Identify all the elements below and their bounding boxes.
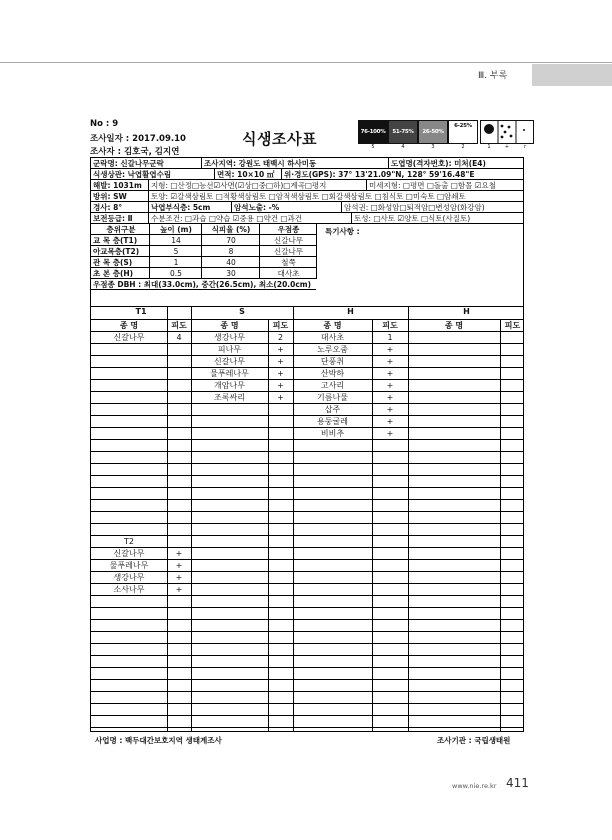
species-row [91, 608, 523, 620]
info-row [91, 158, 523, 169]
h-cover: + [386, 381, 394, 390]
species-row [91, 668, 523, 680]
h-species: 고사리 [320, 381, 345, 390]
s-cover: + [277, 345, 284, 354]
legend-box-3: 26-50% [418, 120, 448, 144]
layer-header: T1 S H H [91, 306, 523, 320]
species-row [91, 452, 523, 464]
surveyor: 조사자 : 김호국, 김지연 [90, 147, 180, 157]
t2-cover: + [175, 585, 183, 594]
legend-box-low [480, 120, 534, 144]
chapter-tab [532, 64, 612, 86]
cover-symbols-icon [481, 121, 533, 143]
moisture: 수분조건: □과습 □약습 ☑중용 □약건 □과건 [151, 214, 302, 223]
species-row [91, 440, 523, 452]
info-row [91, 213, 523, 224]
t2-species: 소사나무 [113, 585, 145, 594]
info-row [91, 180, 523, 191]
species-row [91, 548, 523, 560]
cover-column-header: 피도 [272, 321, 289, 330]
legend-num: 2 [461, 144, 465, 150]
strata-table [91, 224, 316, 308]
info-row [91, 202, 523, 213]
t2-cover: + [175, 573, 183, 582]
conservation-grade: 보전등급: Ⅱ [93, 214, 133, 223]
species-row [91, 368, 523, 380]
species-row [91, 344, 523, 356]
species-row [91, 704, 523, 716]
legend-box-2: 6-25% [448, 120, 478, 144]
h-cover: + [386, 345, 394, 354]
legend-num: + [504, 144, 510, 150]
species-column-header: 종 명 [323, 321, 342, 330]
h-cover: + [386, 429, 394, 438]
strata-row: 관 목 층(S) 1 40 철쭉 [91, 257, 316, 268]
species-header-row [91, 320, 523, 332]
t2-species: 생강나무 [113, 573, 145, 582]
header-rule [0, 62, 612, 63]
t2-species: 신갈나무 [113, 549, 145, 558]
species-row [91, 560, 523, 572]
s-species: 신갈나무 [214, 357, 245, 366]
species-row [91, 596, 523, 608]
species-row [91, 536, 523, 548]
dbh-row [91, 279, 316, 290]
species-row [91, 716, 523, 728]
site-url: www.nie.re.kr [452, 782, 497, 790]
h-species: 단풍취 [320, 357, 345, 366]
s-species: 피나무 [217, 345, 242, 354]
dominant-dbh: 우점종 DBH : 최대(33.0cm), 중간(26.5cm), 최소(20.0cm) [93, 280, 312, 289]
elevation: 해발: 1031m [93, 181, 142, 190]
t1-species: 신갈나무 [113, 333, 145, 342]
species-column-header: 종 명 [220, 321, 239, 330]
species-row [91, 644, 523, 656]
species-row [91, 680, 523, 692]
community-name: 군락명: 신갈나무군락 [93, 159, 164, 168]
map-sheet: 도엽명(격자번호): 미처(E4) [391, 159, 486, 168]
slope: 경사: 8° [93, 203, 123, 212]
project-name: 사업명 : 백두대간보호지역 생태계조사 [95, 736, 222, 745]
legend-box-4: 51-75% [388, 120, 418, 144]
species-row [91, 464, 523, 476]
survey-area: 조사지역: 강원도 태백시 하사미동 [204, 159, 317, 168]
strata-row: 교 목 층(T1) 14 70 신갈나무 [91, 235, 316, 246]
legend-num: r [523, 144, 527, 150]
legend-box-5: 76-100% [358, 120, 388, 144]
physiognomy: 식생상관: 낙엽활엽수림 [93, 170, 172, 179]
s-species: 물푸레나무 [210, 369, 249, 378]
species-row [91, 692, 523, 704]
s-cover: + [277, 381, 284, 390]
gps-coordinates: 위·경도(GPS): 37° 13'21.09"N, 128° 59'16.48"E [284, 170, 475, 179]
species-row [91, 416, 523, 428]
h-cover: + [386, 369, 394, 378]
h-species: 삽주 [324, 405, 341, 414]
species-row [91, 428, 523, 440]
plot-area: 면적: 10×10 ㎡ [217, 170, 275, 179]
rock-exposure: 암석노출: -% [234, 203, 280, 212]
h-cover: 1 [387, 333, 393, 342]
species-row [91, 512, 523, 524]
soil-texture: 토성: □사토 ☑양토 □식토(사질토) [354, 214, 471, 223]
species-row [91, 524, 523, 536]
t2-label: T2 [124, 537, 134, 546]
legend-num: 5 [371, 144, 375, 150]
strata-header: 층위구분 높이 (m) 식피율 (%) 우점종 [91, 224, 316, 235]
cover-column-header: 피도 [504, 321, 521, 330]
species-row [91, 392, 523, 404]
species-row [91, 404, 523, 416]
s-species: 생강나무 [214, 333, 245, 342]
info-row [91, 169, 523, 180]
form-title: 식생조사표 [242, 130, 317, 148]
species-row [91, 500, 523, 512]
h-species: 노루오줌 [317, 345, 348, 354]
survey-agency: 조사기관 : 국립생태원 [437, 736, 511, 745]
legend-num: 4 [401, 144, 405, 150]
soil-type: 토양: ☑갈색삼림토 □적황색삼림토 □암적색삼림토 □회갈색삼림토 □침식토 □미숙토 □암쇄토 [151, 192, 466, 201]
species-column-header: 종 명 [119, 321, 139, 330]
strata-row: 초 본 층(H) 0.5 30 대사초 [91, 268, 316, 279]
h-species: 용둥굴레 [317, 417, 348, 426]
species-row [91, 584, 523, 596]
species-row [91, 356, 523, 368]
info-row [91, 191, 523, 202]
s-cover: + [277, 369, 284, 378]
litter-layer: 낙엽부식층: 5cm [151, 203, 211, 212]
species-column-header: 종 명 [444, 321, 464, 330]
species-row [91, 332, 523, 344]
s-cover: + [277, 357, 284, 366]
h-cover: + [386, 417, 394, 426]
s-species: 개암나무 [214, 381, 245, 390]
t2-species: 물푸레나무 [109, 561, 149, 570]
legend-num: 3 [431, 144, 435, 150]
species-row [91, 476, 523, 488]
t1-cover: 4 [176, 333, 182, 342]
vegetation-survey-form [90, 157, 524, 732]
t2-cover: + [175, 549, 183, 558]
section-label: Ⅲ. 부록 [478, 71, 508, 81]
h-cover: + [386, 357, 394, 366]
h-species: 산박하 [320, 369, 345, 378]
species-row [91, 572, 523, 584]
h-species: 기름나물 [317, 393, 348, 402]
cover-column-header: 피도 [382, 321, 398, 330]
t2-cover: + [175, 561, 183, 570]
h-cover: + [386, 405, 394, 414]
strata-row: 아교목층(T2) 5 8 신갈나무 [91, 246, 316, 257]
h-cover: + [386, 393, 394, 402]
s-species: 조록싸리 [214, 393, 245, 402]
h-species: 대사초 [320, 333, 345, 342]
bedrock: 암석권: □화성암□퇴적암□변성암(화강암) [344, 203, 485, 212]
special-notes: 특기사항 : [325, 227, 360, 236]
species-row [91, 380, 523, 392]
species-row [91, 620, 523, 632]
form-number: No : 9 [90, 119, 119, 129]
species-row [91, 488, 523, 500]
topography: 지형: □산정□능선☑사면(☑상□중□하)□계곡□평지 [151, 181, 327, 190]
microtopography: 미세지형: □평면 □돌출 □함몰 ☑요철 [369, 181, 496, 190]
cover-column-header: 피도 [171, 321, 187, 330]
h-species: 비비추 [320, 429, 345, 438]
s-cover: + [277, 393, 284, 402]
species-row [91, 656, 523, 668]
species-table [91, 307, 523, 731]
legend-num: 1 [487, 144, 491, 150]
page-number: 411 [506, 776, 529, 790]
survey-date: 조사일자 : 2017.09.10 [90, 134, 186, 144]
aspect: 방위: SW [93, 192, 127, 201]
species-row [91, 632, 523, 644]
s-cover: 2 [277, 333, 284, 342]
